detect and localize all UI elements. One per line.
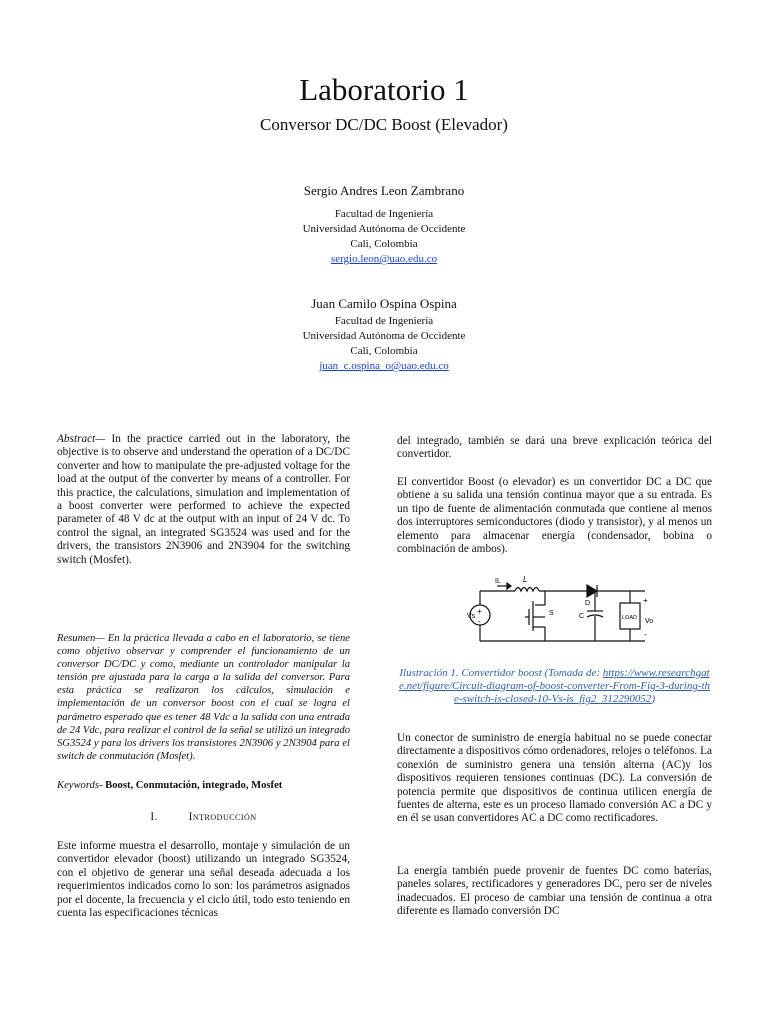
author-2-university: Universidad Autónoma de Occidente [302,330,466,342]
label-plus-out: + [643,596,648,605]
label-load: LOAD [622,615,637,621]
abstract-paragraph [57,433,350,567]
keywords-label: Keywords- [57,780,103,791]
right-paragraph-4: La energía también puede provenir de fuentes DC como baterías, paneles solares, rectificadores y generadores DC, pero ser de niveles inadecuados. El proceso de cambiar una tensión de continua a otra diferente es llamado conversión DC [397,865,712,918]
author-1-name: Sergio Andres Leon Zambrano [303,183,465,198]
section-heading-introduccion [57,811,350,824]
author-2-email-link[interactable]: juan_c.ospina_o@uao.edu.co [319,360,449,372]
label-minus-out: - [644,630,647,639]
label-vs: Vs [467,613,476,620]
abstract-text: In the practice carried out in the laboratory, the objective is to observe and understand the operation of a DC/DC converter and how to manipulate the pre-adjusted voltage for the load at the output of the converter by means of a controller. For this practice, the calculations, simulation and implementation of a boost converter were performed to achieve the expected parameter of 48 V dc at the output with an input of 24 V dc. To control the signal, an integrated SG3524 was used and for the drivers, the transistors 2N3906 and 2N3904 for the switching switch (Mosfet). [57,433,350,566]
resumen-paragraph [57,632,350,763]
keywords-text: Boost, Conmutación, integrado, Mosfet [102,780,283,791]
label-il: IL [495,578,501,585]
figure-caption [397,667,712,706]
right-paragraph-1: del integrado, también se dará una breve explicación teórica del convertidor. [397,435,712,461]
abstract-label: Abstract— [57,433,106,445]
author-1-faculty: Facultad de Ingeniería [334,208,434,220]
author-2-city: Cali, Colombia [350,345,418,357]
label-d: D [585,600,591,607]
right-paragraph-3: Un conector de suministro de energía habitual no se puede conectar directamente a dispositivos cómo ordenadores, relojes o teléfonos. La conexión de suministro genera una tensión alterna (AC)y los dispositivos requieren tensiones continuas (DC). La conversión de potencia permite que dispositivos de continua utilicen energía de fuentes de alterna, este es un proceso llamado conversión AC a DC y en él se usan convertidores AC a DC como rectificadores. [397,732,712,825]
figure-caption-end: ) [651,693,656,705]
section-title: Introducción [188,811,257,823]
paper-subtitle: Conversor DC/DC Boost (Elevador) [260,115,508,134]
boost-converter-diagram [455,573,660,659]
author-2-faculty: Facultad de Ingeniería [334,315,434,327]
resumen-label: Resumen— [57,633,105,644]
label-plus-source: + [477,607,482,616]
author-1-email-link[interactable]: sergio.leon@uao.edu.co [330,253,438,265]
author-1-university: Universidad Autónoma de Occidente [302,223,466,235]
figure-caption-text: Ilustración 1. Convertidor boost (Tomada de: [399,667,601,679]
label-vo: Vo [645,618,654,625]
author-2-name: Juan Camilo Ospina Ospina [311,296,457,311]
right-paragraph-2: El convertidor Boost (o elevador) es un convertidor DC a DC que obtiene a su salida una tensión continua mayor que a su entrada. Es un tipo de fuente de alimentación conmutada que contiene al menos dos interruptores semiconductores (diodo y transistor), y al menos un elemento para almacenar energía (condensador, bobina o combinación de ambos). [397,476,712,556]
author-1-city: Cali, Colombia [350,238,418,250]
intro-paragraph-1: Este informe muestra el desarrollo, montaje y simulación de un convertidor elevador (boost) utilizando un integrado SG3524, con el objetivo de generar una señal deseada adecuada a los requerimientos indicados como lo son: los parámetros asignados por el docente, la frecuencia y el ciclo útil, todo esto teniendo en cuenta las especificaciones técnicas [57,840,350,920]
label-c: C [579,613,585,620]
label-l: L [523,575,528,584]
label-s: S [549,610,554,617]
resumen-text: En la práctica llevada a cabo en el laboratorio, se tiene como objetivo observar y comprender el funcionamiento de un conversor DC/DC y como, mediante un controlador manipular la tensión pre ajustada para la carga a la salida del conversor. Para esta práctica se realizaron los cálculos, simulación e implementación de un conversor boost con el cual se logra el parámetro esperado que es tener 48 Vdc a la salida con una entrada de 24 Vdc, para realizar el control de la señal se utilizó un integrado SG3524 y para los drivers los transistores 2N3906 y 2N3904 para el switch de conmutación (Mosfet). [57,633,350,762]
section-number: I. [150,811,158,823]
figure-caption-link[interactable]: https://www.researchgate.net/figure/Circuit-diagram-of-boost-converter-From-Fig-3-during-the-switch-is-closed-10-Vs-is_fig2_312290052 [398,667,711,705]
label-minus-source: - [478,617,481,626]
keywords-line [57,779,350,792]
paper-title: Laboratorio 1 [299,72,469,107]
